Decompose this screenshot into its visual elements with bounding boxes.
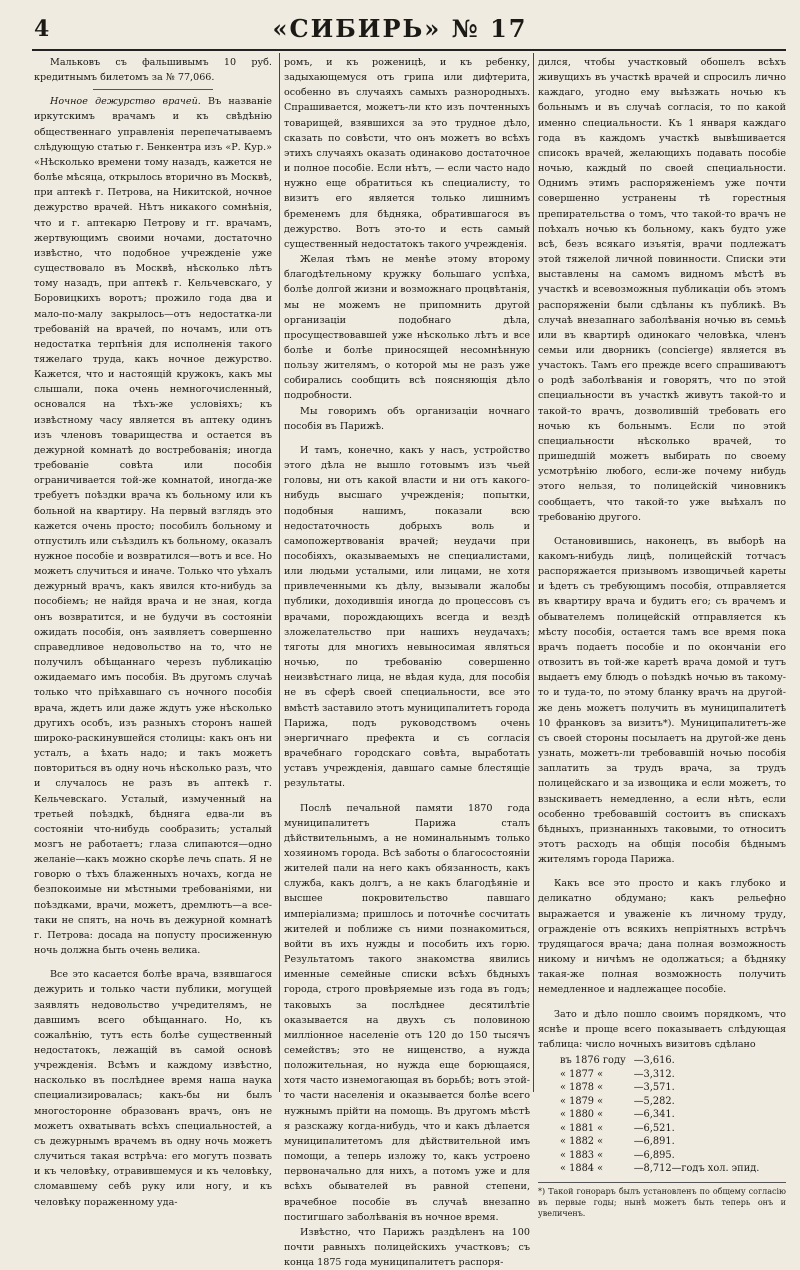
column-1	[34, 55, 272, 1208]
count-cell: —6,521.	[633, 1122, 675, 1134]
count-cell: —3,571.	[633, 1082, 675, 1093]
paragraph: Мы говоримъ объ организаціи ночнаго пособія въ Парижѣ.	[284, 405, 530, 432]
table-row	[556, 1135, 763, 1149]
page-number: 4	[34, 16, 50, 42]
paragraph: Все это касается болѣе врача, взявшагося дежурить и только части публики, могущей заявлять недовольство учредителямъ, не давшимъ всего обѣщаннаго. Но, къ сожалѣнію, тутъ есть болѣе существенный недостатокъ, лежащій въ самой основѣ учрежденія. Всѣмъ и каждому извѣстно, насколько въ послѣднее время наша наука специализировалась; какъ-бы ни былъ многосторонне образованъ врачъ, онъ не можетъ охватывать всѣхъ специальностей, а съ дежурнымъ врачемъ въ одну ночь можетъ случиться такая встрѣча: его могутъ позвать и къ человѣку, отравившемуся и къ человѣку, сломавшему себѣ руку или ногу, и къ человѣку пораженному уда-	[34, 969, 272, 1208]
year-cell: « 1883 «	[560, 1149, 604, 1161]
count-cell: —8,712—годъ хол. эпид.	[633, 1163, 760, 1174]
year-cell: « 1882 «	[560, 1136, 604, 1147]
year-cell: « 1878 «	[560, 1082, 604, 1093]
paragraph: Желая тѣмъ не менѣе этому второму благодѣтельному кружку большаго успѣха, болѣе долгой жизни и возможнаго процвѣтанія, мы не можемъ не припомнить другой организаціи подобнаго дѣла, просуществовавшей уже нѣсколько лѣтъ и все болѣе и болѣе приносящей несомнѣнную пользу жителямъ, о которой мы не разъ уже собирались сообщить всѣ поясняющія дѣло подробности.	[284, 254, 530, 402]
year-cell: « 1877 «	[560, 1068, 604, 1080]
table-row	[556, 1095, 763, 1109]
table-row	[556, 1068, 763, 1082]
table-row	[556, 1054, 763, 1068]
section-divider	[93, 89, 213, 90]
paragraph: Послѣ печальной памяти 1870 года муниципалитетъ Парижа сталъ дѣйствительнымъ, а не номинальнымъ только хозяиномъ города. Всѣ заботы о благосостояніи жителей пали на него какъ обязанность, какъ служба, какъ долгъ, а не какъ благодѣяніе и высшее покровительство павшаго имперіализма; пришлось и поточнѣе сосчитать жителей и поближе съ ними познакомиться, войти въ ихъ нужды и пособить ихъ горю. Результатомъ такого знакомства явились именные семейные списки всѣхъ бѣдныхъ города, строго провѣряемые изъ года въ годъ; таковыхъ за послѣднее десятилѣтіе оказывается на двухъ съ половиною милліонное населеніе отъ 120 до 150 тысячъ семействъ; это не нищенство, а нужда положительная, но нужда еще борющаяся, хотя часто изнемогающая въ борьбѣ; вотъ этой-то части населенія и оказывается болѣе всего нужнымъ прійти на помощь. Въ другомъ мѣстѣ я разскажу когда-нибудь, что и какъ дѣлается муниципалитетомъ для дѣйствительной имъ помощи, а теперь изложу то, какъ устроено первоначально для нихъ, а потомъ уже и для всѣхъ обывателей въ равной степени, врачебное пособіе въ случаѣ внезапно постигшаго заболѣванія въ ночное время.	[284, 802, 530, 1223]
table-row	[556, 1149, 763, 1163]
year-cell: въ 1876 году	[560, 1055, 626, 1066]
year-cell: « 1884 «	[560, 1163, 604, 1174]
paragraph: ромъ, и къ роженицѣ, и къ ребенку, задыхающемуся отъ грипа или дифтерита, особенно въ случаяхъ самыхъ разнородныхъ. Спрашивается, можетъ-ли кто изъ почтенныхъ товарищей, взявшихся за это трудное дѣло, сказать по совѣсти, что онъ можетъ во всѣхъ этихъ случаяхъ оказать одинаково достаточное и полное пособіе. Если нѣтъ, — если часто надо нужно еще обратиться къ специалисту, то визитъ его является только лишнимъ бременемъ для бѣдняка, обратившагося въ дежурство. Вотъ это-то и есть самый существенный недостатокъ такого учрежденія.	[284, 57, 530, 250]
table-row	[556, 1108, 763, 1122]
paragraph: Остановившись, наконецъ, въ выборѣ на какомъ-нибудь лицѣ, полицейскій тотчасъ распоряжается призывомъ извощичьей кареты и ѣдетъ съ требующимъ пособія, отправляется въ квартиру врача и будитъ его; съ врачемъ и обывателемъ полицейскій отправляется къ мѣсту пособія, остается тамъ все время пока врачъ подаетъ пособіе и по окончаніи его отвозитъ въ той-же каретѣ врача домой и тутъ выдаетъ ему блюдъ о поѣздкѣ ночью въ такому-то и туда-то, по этому бланку врачъ на другой-же день можетъ получить въ муниципалитетѣ 10 франковъ за визитъ*). Муниципалитетъ-же съ своей стороны посылаетъ на другой-же день узнать, можетъ-ли требовавшій ночью пособія заплатить за трудъ врача, за трудъ полицейскаго и за извощика и если можетъ, то взыскиваетъ немедленно, а если нѣтъ, если особенно требовавшій состоитъ въ спискахъ бѣдныхъ, признанныхъ таковыми, то относитъ этотъ расходъ на общія пособія бѣднымъ жителямъ города Парижа.	[538, 535, 786, 866]
column-3	[538, 55, 786, 1218]
count-cell: —3,312.	[633, 1068, 675, 1080]
table-row	[556, 1162, 763, 1176]
footnote: *) Такой гонораръ былъ установленъ по общему согласію въ первые годы; нынѣ можетъ быть теперь онъ и увеличенъ.	[538, 1182, 786, 1219]
page-header	[0, 0, 800, 48]
article-text: Въ названіе иркутскимъ врачамъ и къ свѣдѣнію общественнаго управленія перепечатываемъ слѣдующую статью г. Бенкентра изъ «Р. Кур.» «Нѣсколько времени тому назадъ, кажется не болѣе мѣсяца, открылось вторично въ Москвѣ, при аптекѣ г. Петрова, на Никитской, ночное дежурство врачей. Нѣтъ никакого сомнѣнія, что и г. аптекарю Петрову и гг. врачамъ, жертвующимъ своими ночами, достаточно извѣстно, что подобное учрежденіе уже существовало въ Москвѣ, нѣсколько лѣтъ тому назадъ, при аптекѣ г. Кельчевскаго, у Боровицкихъ воротъ; прожило года два и мало-по-малу закрылось—отъ недостатка-ли требованій на врачей, по ночамъ, или отъ недостатка терпѣнія для исполненія такого тяжелаго труда, какъ ночное дежурство. Кажется, что и настоящій кружокъ, какъ мы слышали, пока очень немногочисленный, основался на тѣхъ-же условіяхъ; къ извѣстному часу является въ аптеку одинъ изъ членовъ товарищества и остается въ дежурной комнатѣ до востребованія; иногда требованіе совѣта или пособія ограничивается той-же комнатой, иногда-же требуетъ поѣздки врача къ больному или къ больной на квартиру. На первый взглядъ это кажется очень просто; пособилъ больному и отпустилъ или съѣздилъ къ больному, оказалъ нужное пособіе и возвратился—вотъ и все. Но можетъ случиться и иначе. Только что уѣхалъ дежурный врачъ, какъ явился кто-нибудь за пособіемъ; не найдя врача и не зная, когда онъ возвратится, и не будучи въ состояніи ожидать пособія, онъ заявляетъ совершенно справедливое недовольство на то, что не получилъ обѣщаннаго черезъ публикацію ожидаемаго имъ пособія. Въ другомъ случаѣ только что пріѣхавшаго съ ночного пособія врача, ждетъ или даже ждутъ уже нѣсколько другихъ особъ, изъ разныхъ сторонъ нашей широко-раскинувшейся столицы: какъ онъ ни усталъ, а ѣхать надо; и такъ можетъ повториться въ одну ночь нѣсколько разъ, что и случалось не разъ въ аптекѣ г. Кельчевскаго. Усталый, измученный на третьей поѣздкѣ, бѣдняга едва-ли въ состояніи что-нибудь сообразить; усталый мозгъ не работаетъ; глаза слипаются—одно желаніе—какъ можно скорѣе лечь спать. Я не говорю о тѣхъ блаженныхъ ночахъ, когда не безпокоимые ни мѣстными требованіями, ни поѣздками, врачи, можетъ, дремлютъ—а все-таки не спятъ, на ночь въ дежурной комнатѣ г. Петрова: досада на попусту просиженную ночь должна быть очень велика.	[34, 96, 272, 957]
paragraph: Извѣстно, что Парижъ раздѣленъ на 100 почти равныхъ полицейскихъ участковъ; съ конца 1875 года муниципалитетъ распоря-	[284, 1226, 530, 1269]
count-cell: —6,891.	[633, 1136, 675, 1147]
year-cell: « 1880 «	[560, 1109, 604, 1120]
paragraph: Какъ все это просто и какъ глубоко и деликатно обдумано; какъ рельефно выражается и уваженіе къ личному труду, огражденіе отъ всякихъ непріятныхъ встрѣчъ трудящагося врача; дана полная возможность никому и ничѣмъ не одолжаться; а бѣдняку такая-же полная возможность получить немедленное и надлежащее пособіе.	[538, 878, 786, 996]
column-divider	[279, 53, 280, 1092]
column-2	[284, 55, 531, 1269]
count-cell: —5,282.	[633, 1095, 675, 1107]
column-divider	[533, 53, 534, 1092]
article-paragraph	[34, 94, 272, 958]
count-cell: —6,341.	[633, 1109, 675, 1120]
table-row	[556, 1122, 763, 1136]
count-cell: —6,895.	[633, 1149, 675, 1161]
count-cell: —3,616.	[633, 1055, 675, 1066]
paragraph: И тамъ, конечно, какъ у насъ, устройство этого дѣла не вышло готовымъ изъ чьей головы, ни отъ какой власти и ни отъ какого-нибудь высшаго учрежденія; попытки, подобныя нашимъ, показали всю недостаточность добрыхъ воль и самопожертвованія врачей; неудачи при пособіяхъ, оказываемыхъ не специалистами, или людьми усталыми, или лицами, не хотя привлеченными къ дѣлу, вызывали жалобы публики, доходившія иногда до процессовъ съ врачами, порождающихъ всегда и вездѣ зложелательство при нашихъ неудачахъ; тяготы для многихъ невыносимая являться ночью, по требованію совершенно неизвѣстнаго лица, не вѣдая куда, для пособія не въ сферѣ своей специальности, все это вмѣстѣ заставило этотъ муниципалитетъ города Парижа, подъ руководствомъ очень энергичнаго префекта и съ согласія врачебнаго городскаго совѣта, выработать уставъ учрежденія, давшаго самые блестящіе результаты.	[284, 444, 531, 790]
paragraph: дился, чтобы участковый обошелъ всѣхъ живущихъ въ участкѣ врачей и спросилъ лично каждаго, угодно ему выѣзжать ночью къ больнымъ и въ случаѣ согласія, то по какой именно специальности. Къ 1 января каждаго года въ каждомъ участкѣ вывѣшивается списокъ врачей, желающихъ подавать пособіе ночью, каждый по своей специальности. Однимъ этимъ распоряженіемъ уже почти совершенно устранены тѣ горестныя препирательства о томъ, что такой-то врачъ не поѣхалъ ночью къ больному, какъ будто уже всѣ, безъ всякаго изъятія, врачи подлежатъ этой тяжелой личной повинности. Списки эти выставлены на самомъ видномъ мѣстѣ въ участкѣ и всевозможныя публикаціи объ этомъ распоряженіи были сдѣланы къ публикѣ. Въ случаѣ внезапнаго заболѣванія ночью въ семьѣ или въ квартирѣ одинокаго человѣка, членъ семьи или дворникъ (concierge) является въ участокъ. Тамъ его прежде всего спрашиваютъ о родѣ заболѣванія и говорятъ, что по этой специальности въ участкѣ живутъ такой-то и такой-то врачъ, дозволившій требовать его ночью къ больнымъ. Если по этой специальности нѣсколько врачей, то пришедшій можетъ выбирать по своему усмотрѣнію любого, если-же почему нибудь этого нельзя, то полицейскій чиновникъ сообщаетъ, что такой-то уже выѣхалъ по требованію другого.	[538, 57, 786, 523]
paragraph: Зато и дѣло пошло своимъ порядкомъ, что яснѣе и проще всего показываетъ слѣдующая таблица: число ночныхъ визитовъ сдѣлано	[538, 1008, 786, 1050]
article-heading: Ночное дежурство врачей.	[50, 96, 201, 108]
year-cell: « 1881 «	[560, 1122, 604, 1134]
visits-table	[556, 1054, 763, 1176]
header-rule	[32, 49, 786, 51]
year-cell: « 1879 «	[560, 1095, 604, 1107]
table-row	[556, 1081, 763, 1095]
paragraph: Мальковъ съ фальшивымъ 10 руб. кредитнымъ билетомъ за № 77,066.	[34, 57, 272, 84]
newspaper-title: «СИБИРЬ» № 17	[272, 14, 528, 43]
